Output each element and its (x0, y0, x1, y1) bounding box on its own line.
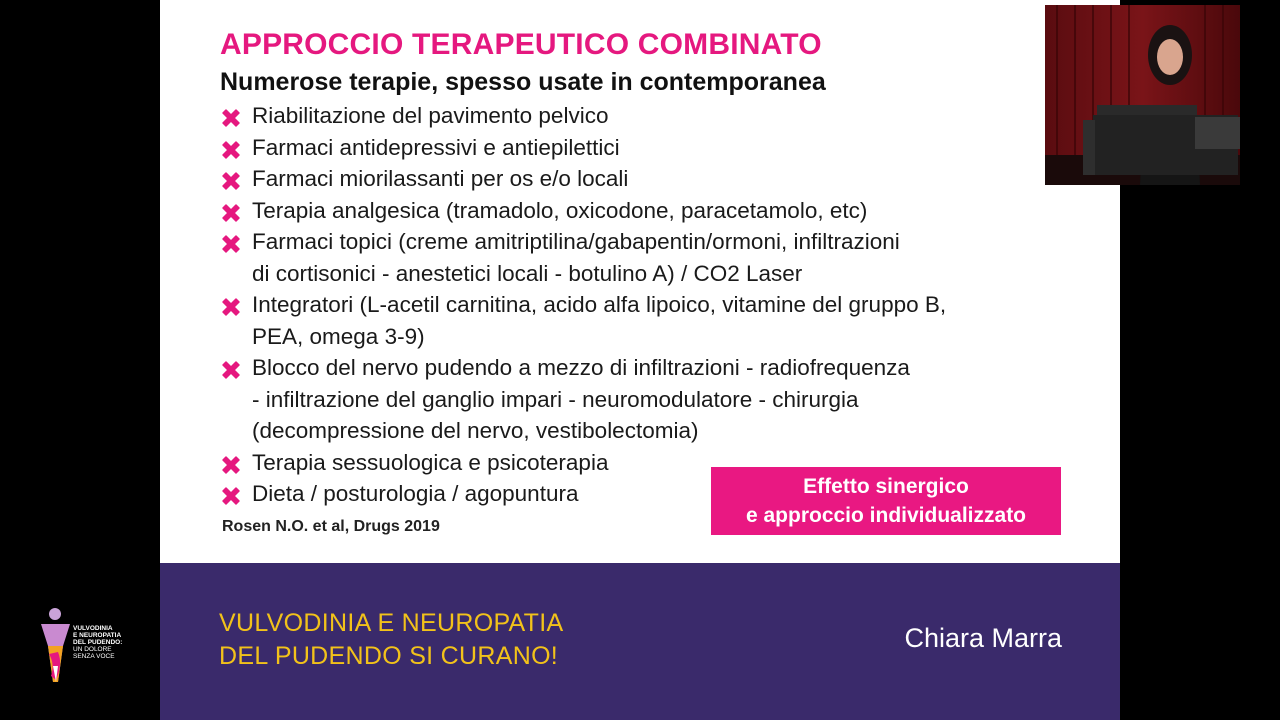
therapy-item-line: Riabilitazione del pavimento pelvico (252, 103, 609, 128)
event-title (219, 607, 563, 673)
therapy-item-line: (decompressione del nervo, vestibolectomia) (252, 418, 699, 443)
therapy-item-line: Farmaci miorilassanti per os e/o locali (252, 166, 629, 191)
logo-line-5: SENZA VOCE (73, 653, 115, 660)
therapy-item (220, 195, 1100, 227)
therapy-item-line: PEA, omega 3-9) (252, 323, 425, 349)
therapy-item-line: Terapia analgesica (tramadolo, oxicodone, paracetamolo, etc) (252, 197, 868, 223)
therapy-item (220, 100, 1100, 132)
x-mark-icon (220, 202, 242, 224)
callout-line-1: Effetto sinergico (803, 475, 969, 498)
slide-title: APPROCCIO TERAPEUTICO COMBINATO (220, 28, 822, 61)
therapy-item-line: - infiltrazione del ganglio impari - neuromodulatore - chirurgia (252, 386, 859, 412)
event-logo (36, 606, 136, 686)
x-mark-icon (220, 485, 242, 507)
therapy-item-line: Terapia sessuologica e psicoterapia (252, 449, 609, 475)
x-mark-icon (220, 139, 242, 161)
therapy-item (220, 163, 1100, 195)
presentation-slide (160, 0, 1120, 563)
speaker-video-image (1045, 5, 1240, 185)
x-mark-icon (220, 296, 242, 318)
therapy-item (220, 289, 1100, 352)
x-mark-icon (220, 454, 242, 476)
therapy-item-line: Farmaci antidepressivi e antiepilettici (252, 134, 620, 160)
logo-line-3: DEL PUDENDO: (73, 639, 123, 646)
therapy-item-line: Blocco del nervo pudendo a mezzo di infiltrazioni - radiofrequenza (252, 355, 910, 380)
logo-line-2: E NEUROPATIA (73, 632, 122, 639)
logo-text (73, 625, 122, 660)
logo-figure-icon (36, 606, 76, 686)
x-mark-icon (220, 359, 242, 381)
bottom-banner (160, 563, 1120, 720)
therapy-item-line: Dieta / posturologia / agopuntura (252, 481, 579, 506)
slide-subtitle: Numerose terapie, spesso usate in contemporanea (220, 68, 826, 96)
speaker-name: Chiara Marra (904, 623, 1062, 653)
callout-line-2: e approccio individualizzato (745, 504, 1027, 527)
therapy-item-line: di cortisonici - anestetici locali - botulino A) / CO2 Laser (252, 260, 803, 286)
logo-line-4: UN DOLORE (73, 646, 112, 653)
citation: Rosen N.O. et al, Drugs 2019 (222, 518, 440, 535)
logo-line-1: VULVODINIA (73, 625, 113, 632)
x-mark-icon (220, 170, 242, 192)
speaker-video-feed (1045, 5, 1240, 185)
therapy-item (220, 226, 1100, 289)
therapy-item (220, 132, 1100, 164)
therapy-item-line: Integratori (L-acetil carnitina, acido alfa lipoico, vitamine del gruppo B, (252, 292, 947, 317)
therapy-list (220, 100, 1100, 510)
event-title-line-1: VULVODINIA E NEUROPATIA (219, 609, 564, 637)
x-mark-icon (220, 107, 242, 129)
therapy-item (220, 352, 1100, 447)
callout-box (711, 467, 1061, 535)
event-title-line-2: DEL PUDENDO SI CURANO! (219, 642, 559, 670)
therapy-item-line: Farmaci topici (creme amitriptilina/gabapentin/ormoni, infiltrazioni (252, 229, 900, 254)
x-mark-icon (220, 233, 242, 255)
